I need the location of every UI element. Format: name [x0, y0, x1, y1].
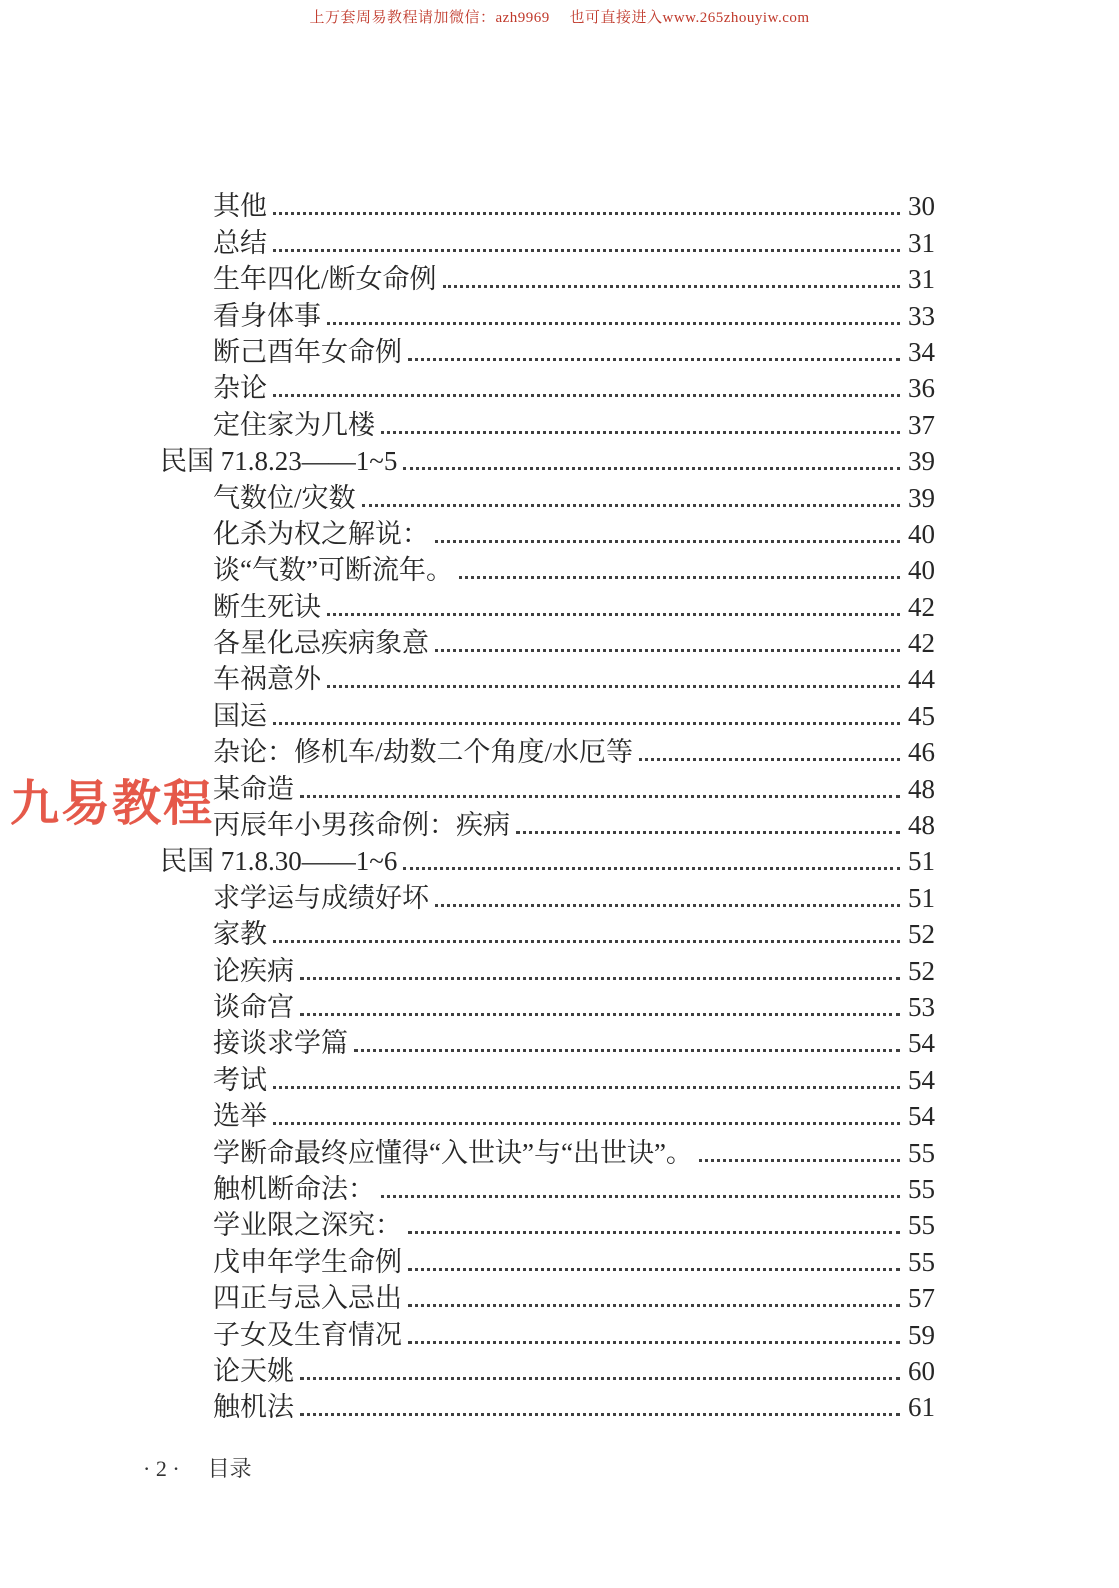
dot-leader — [273, 722, 900, 725]
toc-entry-label: 杂论 — [213, 373, 267, 404]
dot-leader — [403, 867, 900, 870]
toc-entry — [160, 985, 935, 1021]
dot-leader — [273, 1122, 900, 1125]
dot-leader — [362, 504, 900, 507]
toc-entry-label: 家教 — [213, 919, 267, 950]
toc-entry-label: 气数位/灾数 — [213, 482, 356, 513]
toc-entry-label: 各星化忌疾病象意 — [213, 628, 429, 659]
toc-entry-label: 化杀为权之解说： — [213, 518, 429, 549]
toc-entry — [160, 1094, 935, 1130]
dot-leader — [273, 394, 900, 397]
toc-entry-page: 48 — [908, 810, 935, 841]
toc-entry — [160, 839, 935, 875]
dot-leader — [381, 431, 900, 434]
dot-leader — [459, 576, 900, 579]
dot-leader — [381, 1195, 900, 1198]
toc-entry — [160, 366, 935, 402]
toc-entry-page: 44 — [908, 664, 935, 695]
toc-entry-label: 看身体事 — [213, 300, 321, 331]
toc-entry-label: 定住家为几楼 — [213, 409, 375, 440]
toc-entry — [160, 730, 935, 766]
toc-entry-label: 民国 71.8.30——1~6 — [160, 846, 398, 877]
toc-entry-label: 断生死诀 — [213, 591, 321, 622]
toc-entry-page: 53 — [908, 991, 935, 1022]
toc-entry-label: 谈“气数”可断流年。 — [213, 555, 453, 586]
toc-entry — [160, 220, 935, 256]
header-promo-note: 上万套周易教程请加微信：azh9969 也可直接进入www.265zhouyiw.com — [309, 10, 810, 26]
dot-leader — [408, 1231, 900, 1234]
toc-entry — [160, 1312, 935, 1348]
toc-entry — [160, 912, 935, 948]
toc-entry-page: 48 — [908, 773, 935, 804]
toc-entry-page: 31 — [908, 227, 935, 258]
toc-entry-page: 57 — [908, 1283, 935, 1314]
toc-entry — [160, 1057, 935, 1093]
toc-entry — [160, 584, 935, 620]
dot-leader — [403, 467, 900, 470]
toc-entry-page: 54 — [908, 1028, 935, 1059]
toc-entry-label: 接谈求学篇 — [213, 1028, 348, 1059]
toc-entry — [160, 657, 935, 693]
toc-entry-label: 某命造 — [213, 773, 294, 804]
toc-entry-page: 37 — [908, 409, 935, 440]
toc-entry-label: 选举 — [213, 1101, 267, 1132]
toc-entry-page: 30 — [908, 191, 935, 222]
dot-leader — [300, 1413, 900, 1416]
toc-entry-label: 论天姚 — [213, 1355, 294, 1386]
toc-entry-page: 54 — [908, 1064, 935, 1095]
toc-entry-label: 学业限之深究： — [213, 1210, 402, 1241]
dot-leader — [327, 685, 900, 688]
toc-entry — [160, 1385, 935, 1421]
toc-entry-label: 求学运与成绩好坏 — [213, 882, 429, 913]
toc-entry-label: 学断命最终应懂得“入世诀”与“出世诀”。 — [213, 1137, 693, 1168]
toc-entry — [160, 402, 935, 438]
toc-entry-page: 31 — [908, 264, 935, 295]
toc-entry-page: 55 — [908, 1246, 935, 1277]
dot-leader — [273, 1086, 900, 1089]
toc-entry-label: 其他 — [213, 191, 267, 222]
toc-entry — [160, 766, 935, 802]
toc-entry-label: 论疾病 — [213, 955, 294, 986]
dot-leader — [435, 904, 900, 907]
toc-entry-page: 45 — [908, 700, 935, 731]
toc-entry-page: 46 — [908, 737, 935, 768]
dot-leader — [300, 795, 900, 798]
dot-leader — [516, 831, 900, 834]
toc-entry — [160, 621, 935, 657]
toc-entry — [160, 257, 935, 293]
toc-entry — [160, 439, 935, 475]
toc-entry-page: 33 — [908, 300, 935, 331]
toc-entry — [160, 1276, 935, 1312]
toc-entry-label: 戊申年学生命例 — [213, 1246, 402, 1277]
toc-entry — [160, 1130, 935, 1166]
toc-entry-page: 55 — [908, 1137, 935, 1168]
dot-leader — [435, 649, 900, 652]
dot-leader — [699, 1159, 900, 1162]
toc-entry-label: 谈命宫 — [213, 991, 294, 1022]
toc-entry-label: 考试 — [213, 1064, 267, 1095]
dot-leader — [300, 1013, 900, 1016]
dot-leader — [443, 285, 900, 288]
toc-entry — [160, 1203, 935, 1239]
toc-entry-page: 36 — [908, 373, 935, 404]
dot-leader — [273, 212, 900, 215]
dot-leader — [408, 1304, 900, 1307]
toc-entry — [160, 475, 935, 511]
toc-entry-label: 总结 — [213, 227, 267, 258]
toc-entry — [160, 948, 935, 984]
page-footer — [143, 1452, 252, 1483]
toc-entry — [160, 875, 935, 911]
toc-entry-page: 51 — [908, 846, 935, 877]
toc-entry-page: 59 — [908, 1319, 935, 1350]
toc-entry — [160, 512, 935, 548]
toc-entry — [160, 293, 935, 329]
toc-entry-label: 生年四化/断女命例 — [213, 264, 437, 295]
toc-entry — [160, 693, 935, 729]
dot-leader — [408, 358, 900, 361]
dot-leader — [354, 1049, 900, 1052]
toc-entry — [160, 1349, 935, 1385]
footer-page-number: · 2 · — [143, 1456, 180, 1481]
toc-entry-page: 52 — [908, 955, 935, 986]
toc-entry — [160, 1167, 935, 1203]
watermark-text: 九易教程 — [10, 777, 215, 831]
toc-entry-label: 民国 71.8.23——1~5 — [160, 446, 398, 477]
toc-list — [160, 184, 935, 1421]
toc-entry-label: 断己酉年女命例 — [213, 336, 402, 367]
dot-leader — [327, 322, 900, 325]
toc-entry-page: 40 — [908, 518, 935, 549]
toc-entry-page: 52 — [908, 919, 935, 950]
toc-entry — [160, 803, 935, 839]
toc-entry-page: 39 — [908, 446, 935, 477]
toc-entry-label: 触机断命法： — [213, 1173, 375, 1204]
toc-entry-page: 51 — [908, 882, 935, 913]
dot-leader — [408, 1268, 900, 1271]
dot-leader — [273, 940, 900, 943]
toc-entry — [160, 1021, 935, 1057]
toc-entry — [160, 330, 935, 366]
toc-entry-page: 55 — [908, 1173, 935, 1204]
toc-entry-page: 34 — [908, 336, 935, 367]
dot-leader — [408, 1341, 900, 1344]
dot-leader — [327, 613, 900, 616]
toc-entry-page: 61 — [908, 1392, 935, 1423]
dot-leader — [300, 1377, 900, 1380]
toc-entry-label: 子女及生育情况 — [213, 1319, 402, 1350]
dot-leader — [639, 758, 900, 761]
toc-entry-page: 54 — [908, 1101, 935, 1132]
toc-entry-label: 触机法 — [213, 1392, 294, 1423]
toc-entry-page: 40 — [908, 555, 935, 586]
toc-entry — [160, 1239, 935, 1275]
toc-entry-label: 四正与忌入忌出 — [213, 1283, 402, 1314]
toc-entry — [160, 548, 935, 584]
dot-leader — [273, 249, 900, 252]
footer-section-title: 目录 — [207, 1456, 252, 1481]
toc-entry-page: 39 — [908, 482, 935, 513]
toc-entry — [160, 184, 935, 220]
toc-entry-label: 丙辰年小男孩命例：疾病 — [213, 810, 510, 841]
toc-entry-label: 车祸意外 — [213, 664, 321, 695]
toc-entry-page: 60 — [908, 1355, 935, 1386]
toc-entry-page: 42 — [908, 628, 935, 659]
dot-leader — [300, 977, 900, 980]
toc-entry-label: 国运 — [213, 700, 267, 731]
toc-entry-page: 55 — [908, 1210, 935, 1241]
toc-entry-label: 杂论：修机车/劫数二个角度/水厄等 — [213, 737, 634, 768]
dot-leader — [435, 540, 900, 543]
toc-entry-page: 42 — [908, 591, 935, 622]
